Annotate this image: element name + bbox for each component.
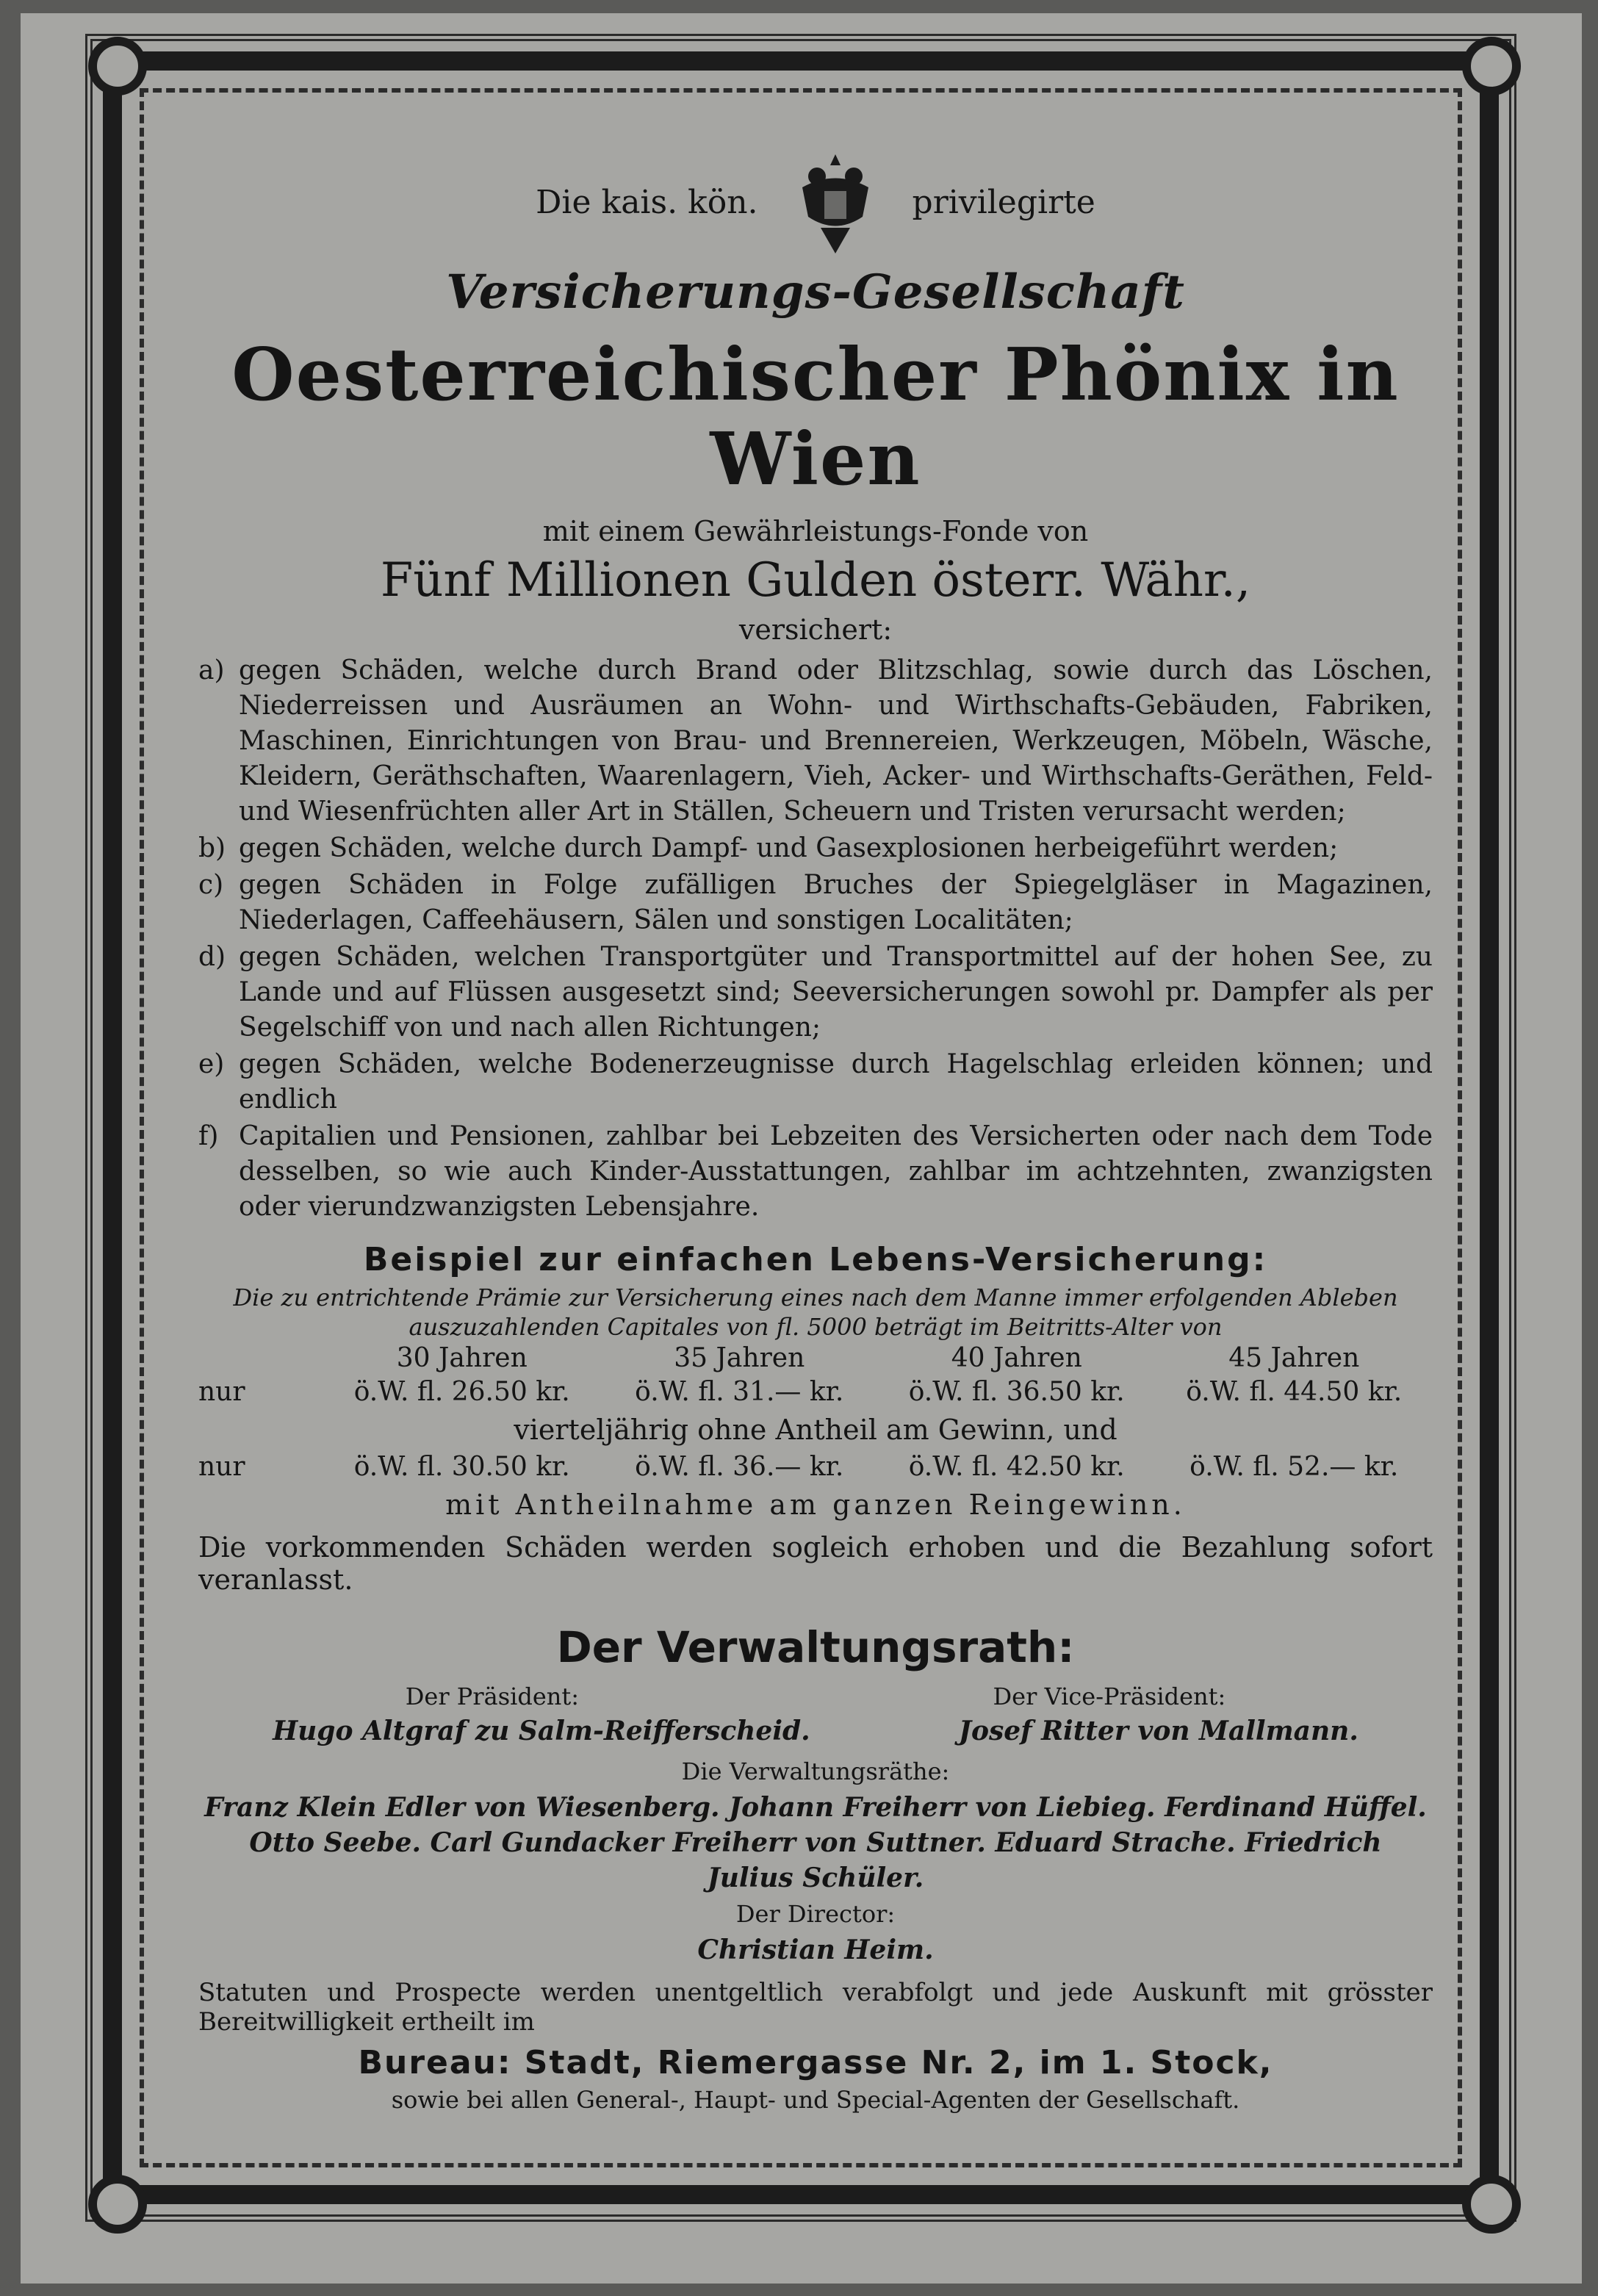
corner-ornament — [88, 37, 147, 96]
note-without-profit: vierteljährig ohne Antheil am Gewinn, und — [514, 1414, 1117, 1446]
fund-intro: mit einem Gewährleistungs-Fonde von — [542, 515, 1089, 547]
vice-president-name: Josef Ritter von Mallmann. — [958, 1716, 1358, 1746]
company-name-title: Oesterreichischer Phönix in Wien — [231, 333, 1400, 502]
price-cell: ö.W. fl. 36.— kr. — [635, 1452, 844, 1482]
fund-amount: Fünf Millionen Gulden österr. Währ., — [380, 553, 1251, 608]
list-item: a) gegen Schäden, welche durch Brand oder Blitzschlag, sowie durch das Löschen, Niederreissen und Ausräumen an Wohn- und Wirthschafts-Gebäuden, Fabriken, Maschinen, Einrichtungen von Brau- und Brennereien, Werkzeugen, Möbeln, Wäsche, Kleidern, Geräthschaften, Waarenlagern, Vieh, Acker- und Wirthschafts-Geräthen, Feld- und Wiesenfrüchten aller Art in Ställen, Scheuern und Tristen verursacht werden; — [198, 655, 1433, 827]
members-label: Die Verwaltungsräthe: — [681, 1757, 950, 1785]
double-headed-eagle-icon — [795, 147, 876, 257]
officer-labels — [198, 1680, 1433, 1713]
corner-ornament — [1462, 2175, 1521, 2234]
price-row-without-profit — [198, 1375, 1433, 1409]
price-row-with-profit — [198, 1450, 1433, 1484]
bureau-address: Bureau: Stadt, Riemergasse Nr. 2, im 1. Stock, — [358, 2044, 1273, 2081]
list-item: b) gegen Schäden, welche durch Dampf- und Gasexplosionen herbeigeführt werden; — [198, 833, 1339, 863]
header-line — [198, 147, 1433, 257]
statutes-text: Statuten und Prospecte werden unentgeltlich verabfolgt und jede Auskunft mit grösster Bereitwilligkeit ertheilt im — [198, 1978, 1433, 2037]
example-description: Die zu entrichtende Prämie zur Versicherung eines nach dem Manne immer erfolgenden Ableben auszuzahlenden Capitales von fl. 5000 beträgt im Beitritts-Alter von — [233, 1284, 1398, 1341]
price-cell: ö.W. fl. 30.50 kr. — [353, 1452, 570, 1482]
insures-label: versichert: — [738, 613, 893, 646]
price-prefix: nur — [198, 1377, 245, 1407]
age-cell: 40 Jahren — [951, 1343, 1082, 1373]
members-line: Otto Seebe. Carl Gundacker Freiherr von Suttner. Eduard Strache. Friedrich — [249, 1827, 1382, 1858]
price-cell: ö.W. fl. 36.50 kr. — [908, 1377, 1125, 1407]
list-item: d) gegen Schäden, welchen Transportgüter und Transportmittel auf der hohen See, zu Lande und auf Flüssen ausgesetzt sind; Seeversicherungen sowohl pr. Dampfer als per Segelschiff von und nach allen Richtungen; — [198, 942, 1433, 1043]
members-line: Franz Klein Edler von Wiesenberg. Johann Freiherr von Liebieg. Ferdinand Hüffel. — [204, 1792, 1427, 1823]
president-label: Der Präsident: — [405, 1683, 580, 1710]
corner-ornament — [88, 2175, 147, 2234]
director-name: Christian Heim. — [697, 1935, 934, 1965]
age-cell: 30 Jahren — [396, 1343, 528, 1373]
settlement-text: Die vorkommenden Schäden werden sogleich erhoben und die Bezahlung sofort veranlasst. — [198, 1531, 1433, 1596]
price-cell: ö.W. fl. 26.50 kr. — [353, 1377, 570, 1407]
header-right-text: privilegirte — [912, 183, 1095, 221]
company-type-title: Versicherungs-Gesellschaft — [446, 264, 1185, 320]
price-cell: ö.W. fl. 52.— kr. — [1189, 1452, 1399, 1482]
list-item: c) gegen Schäden in Folge zufälligen Bruches der Spiegelgläser in Magazinen, Niederlagen, Caffeehäusern, Sälen und sonstigen Localitäten; — [198, 870, 1433, 935]
director-label: Der Director: — [735, 1900, 896, 1928]
insurance-items — [198, 653, 1433, 1225]
president-name: Hugo Altgraf zu Salm-Reifferscheid. — [273, 1716, 810, 1746]
board-heading: Der Verwaltungsrath: — [556, 1622, 1075, 1672]
price-cell: ö.W. fl. 42.50 kr. — [908, 1452, 1125, 1482]
note-with-profit: mit Antheilnahme am ganzen Reingewinn. — [445, 1489, 1186, 1521]
price-prefix: nur — [198, 1452, 245, 1482]
members-line: Julius Schüler. — [707, 1863, 924, 1893]
age-cell: 35 Jahren — [674, 1343, 805, 1373]
vice-president-label: Der Vice-Präsident: — [993, 1683, 1226, 1710]
price-cell: ö.W. fl. 44.50 kr. — [1186, 1377, 1403, 1407]
officer-names — [198, 1713, 1433, 1749]
advertisement-content — [198, 147, 1433, 2118]
corner-ornament — [1462, 37, 1521, 96]
header-left-text: Die kais. kön. — [536, 183, 758, 221]
list-item: e) gegen Schäden, welche Bodenerzeugnisse durch Hagelschlag erleiden können; und endlich — [198, 1049, 1433, 1115]
agents-text: sowie bei allen General-, Haupt- und Special-Agenten der Gesellschaft. — [391, 2086, 1240, 2114]
example-heading: Beispiel zur einfachen Lebens-Versicherung: — [363, 1241, 1268, 1278]
age-cell: 45 Jahren — [1228, 1343, 1360, 1373]
list-item: f) Capitalien und Pensionen, zahlbar bei Lebzeiten des Versicherten oder nach dem Tode desselben, so wie auch Kinder-Ausstattungen, zahlbar im achtzehnten, zwanzigsten oder vierundzwanzigsten Lebensjahre. — [198, 1121, 1433, 1222]
price-cell: ö.W. fl. 31.— kr. — [635, 1377, 844, 1407]
age-row — [198, 1342, 1433, 1375]
